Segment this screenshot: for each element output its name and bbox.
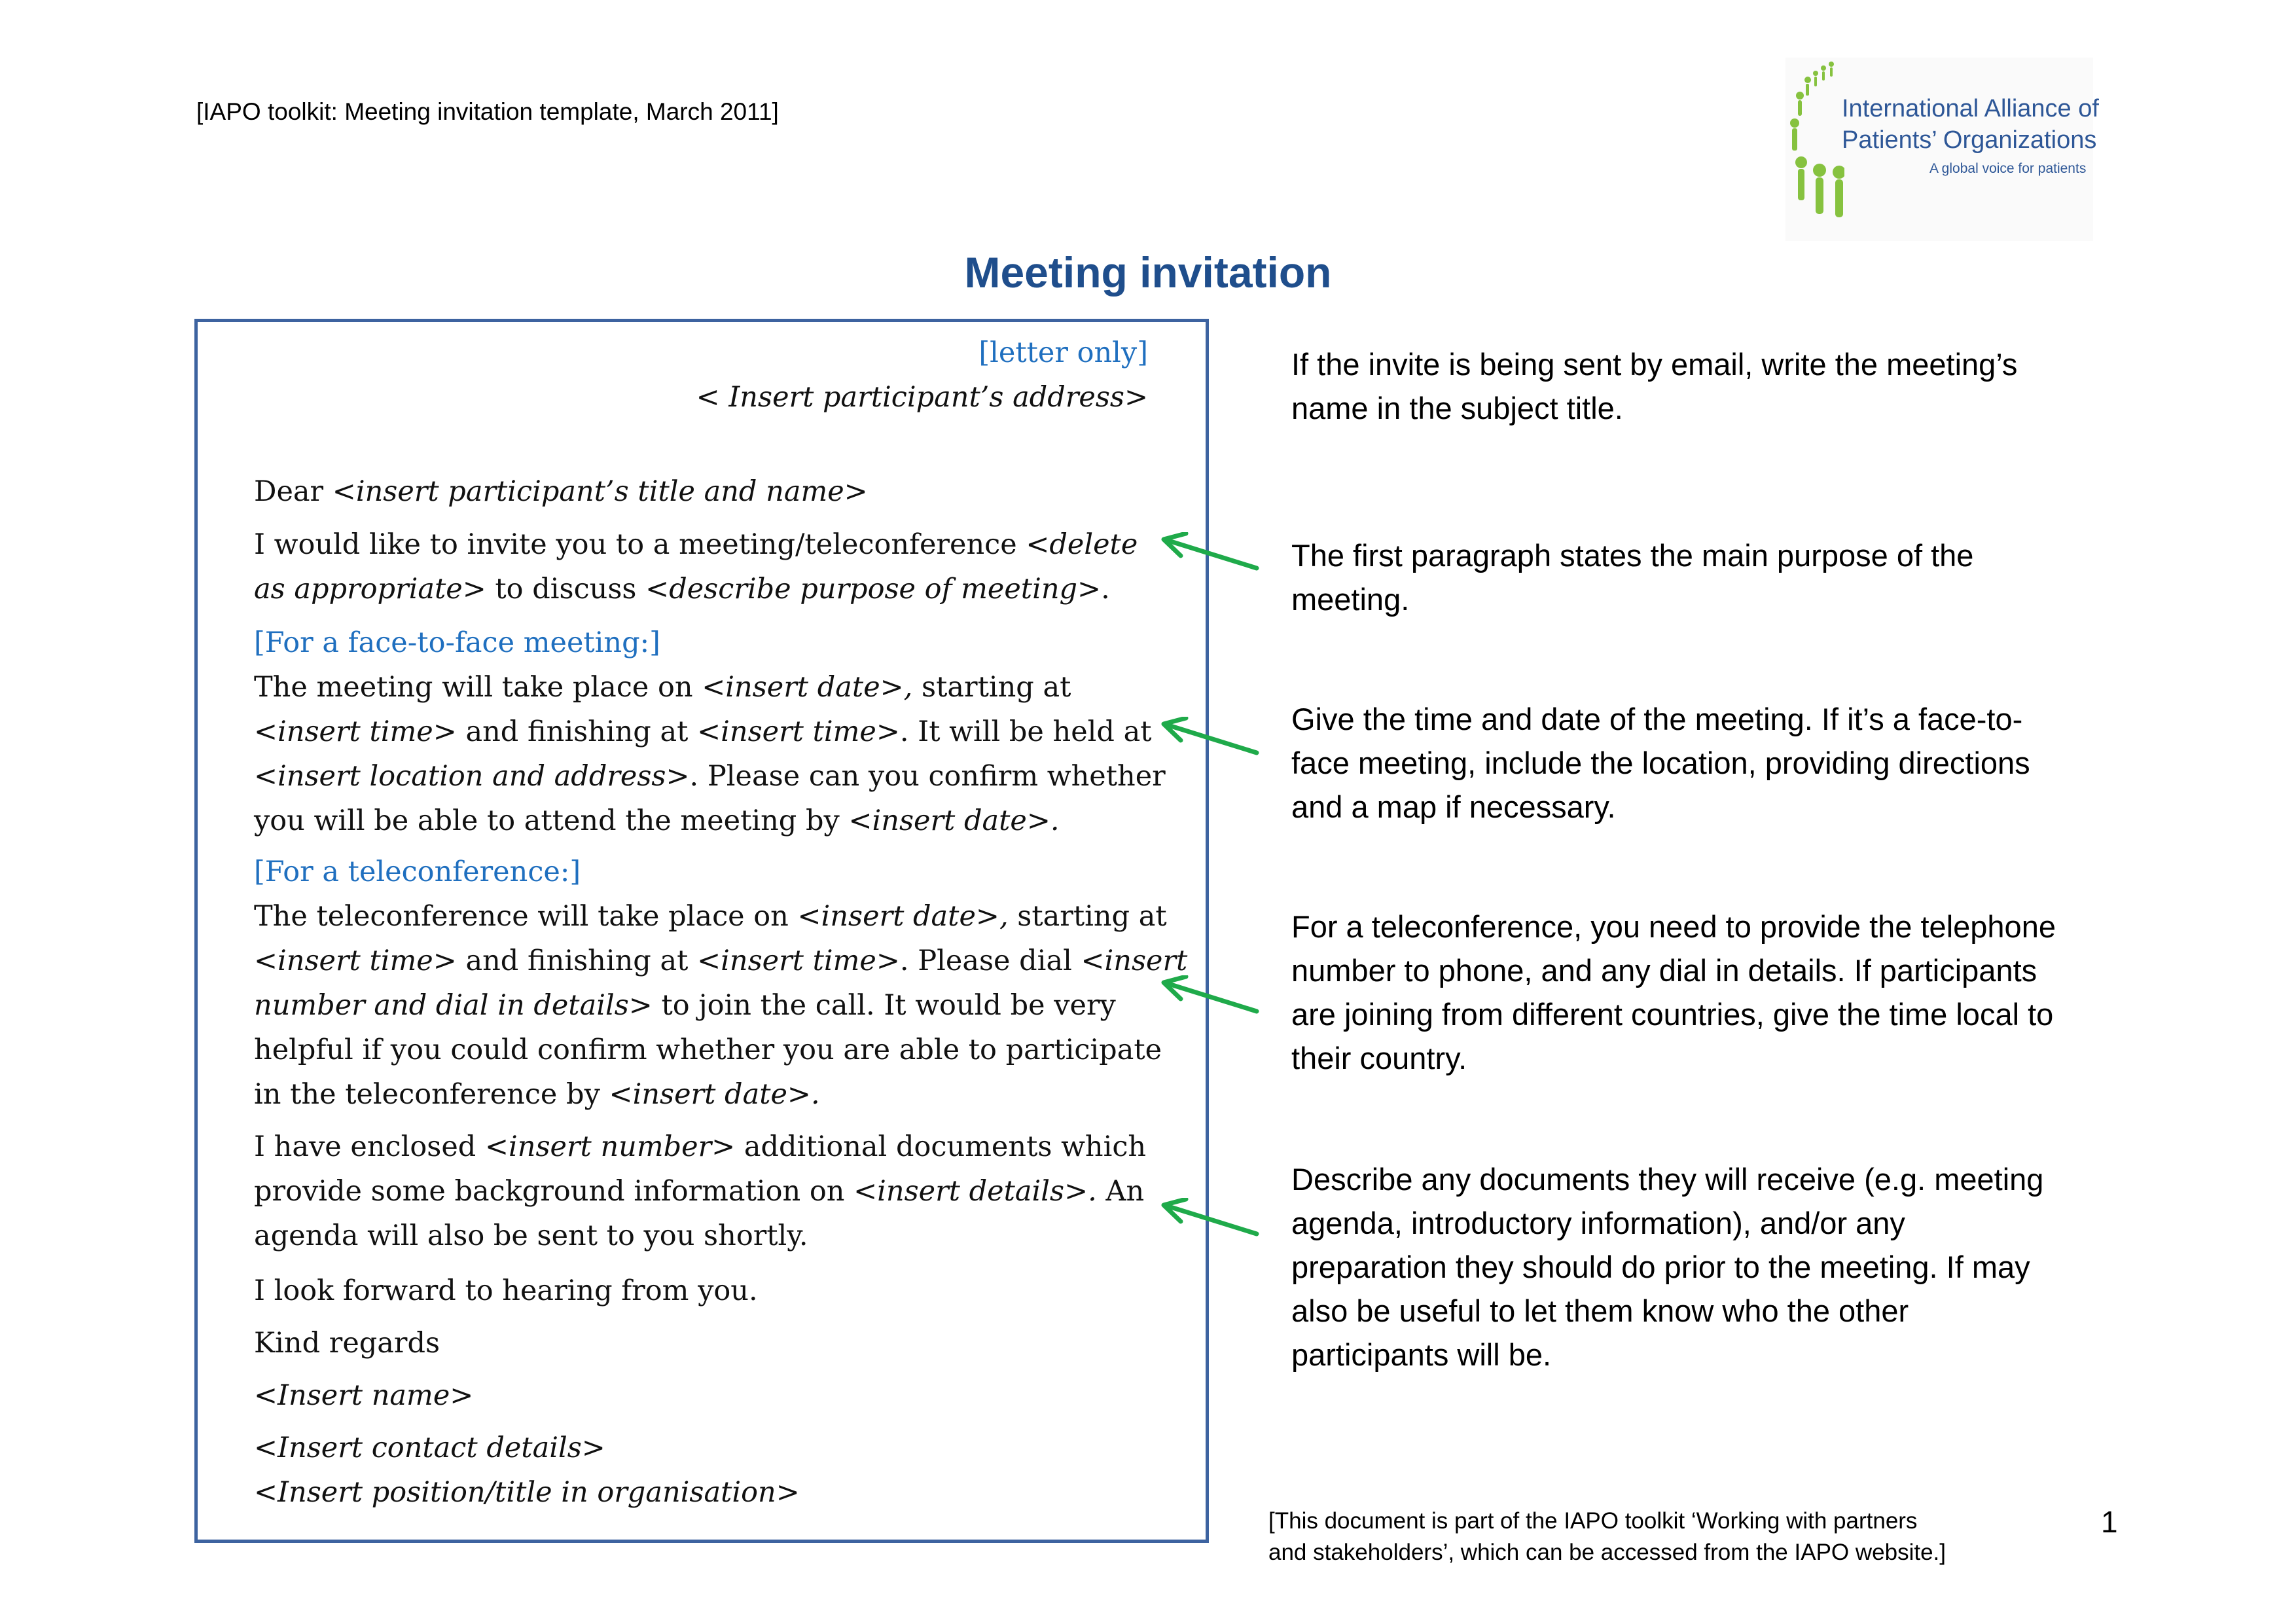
note-teleconference: For a teleconference, you need to provide the telephone number to phone, and any dial in details. If participants are joining from different countries, give the time local to their country.	[1291, 909, 2056, 1075]
arrow-left-icon	[1157, 717, 1262, 763]
page-number: 1	[2101, 1505, 2118, 1539]
note-first-paragraph: The first paragraph states the main purpose of the meeting.	[1291, 538, 1974, 617]
teleconference-heading: [For a teleconference:]	[254, 856, 581, 888]
logo-line-2: Patients’ Organizations	[1842, 126, 2097, 154]
people-figures-icon	[1785, 58, 1844, 241]
contact-placeholder: <Insert contact details>	[254, 1432, 605, 1464]
note-documents: Describe any documents they will receive (e.g. meeting agenda, introductory information), and/or any preparation they should do prior to the meeting. If may also be useful to let them know who the other participants will be.	[1291, 1162, 2044, 1372]
letter-only-label: [letter only]	[978, 336, 1148, 369]
purpose-paragraph: I would like to invite you to a meeting/teleconference <delete as appropriate> to discuss <describe purpose of meeting>.	[254, 528, 1138, 605]
arrow-left-icon	[1157, 1198, 1262, 1244]
name-placeholder: <Insert name>	[254, 1379, 474, 1412]
arrow-left-icon	[1157, 975, 1262, 1021]
footer-note: [This document is part of the IAPO toolkit ‘Working with partners and stakeholders’, which can be accessed from the IAPO website.]	[1268, 1508, 1946, 1565]
iapo-logo	[1785, 58, 2099, 241]
logo-line-1: International Alliance of	[1842, 95, 2099, 122]
teleconference-paragraph: The teleconference will take place on <insert date>, starting at <insert time> and finishing at <insert time>. Please dial <insert number and dial in details> to join the call. It would be very helpful if you could confirm whether you are able to participate in the teleconference by <insert date>.	[254, 900, 1188, 1111]
address-placeholder: < Insert participant’s address>	[696, 381, 1148, 414]
face-to-face-paragraph: The meeting will take place on <insert date>, starting at <insert time> and finishing at <insert time>. It will be held at <insert location and address>. Please can you confirm whether you will be able to attend the meeting by <insert date>.	[254, 671, 1166, 837]
sign-off: Kind regards	[254, 1327, 440, 1360]
note-time-date: Give the time and date of the meeting. If it’s a face-to- face meeting, include the location, providing directions and a map if necessary.	[1291, 702, 2030, 824]
documents-paragraph: I have enclosed <insert number> additional documents which provide some background information on <insert details>. An agenda will also be sent to you shortly.	[254, 1130, 1147, 1252]
arrow-left-icon	[1157, 532, 1262, 578]
note-email-subject: If the invite is being sent by email, write the meeting’s name in the subject title.	[1291, 347, 2018, 425]
document-label: [IAPO toolkit: Meeting invitation template, March 2011]	[196, 98, 779, 125]
greeting: Dear <insert participant’s title and name>	[254, 475, 868, 508]
face-to-face-heading: [For a face-to-face meeting:]	[254, 626, 660, 659]
logo-tagline: A global voice for patients	[1929, 161, 2087, 176]
position-placeholder: <Insert position/title in organisation>	[254, 1476, 800, 1509]
closing-line: I look forward to hearing from you.	[254, 1274, 758, 1307]
page-title: Meeting invitation	[964, 248, 1332, 297]
